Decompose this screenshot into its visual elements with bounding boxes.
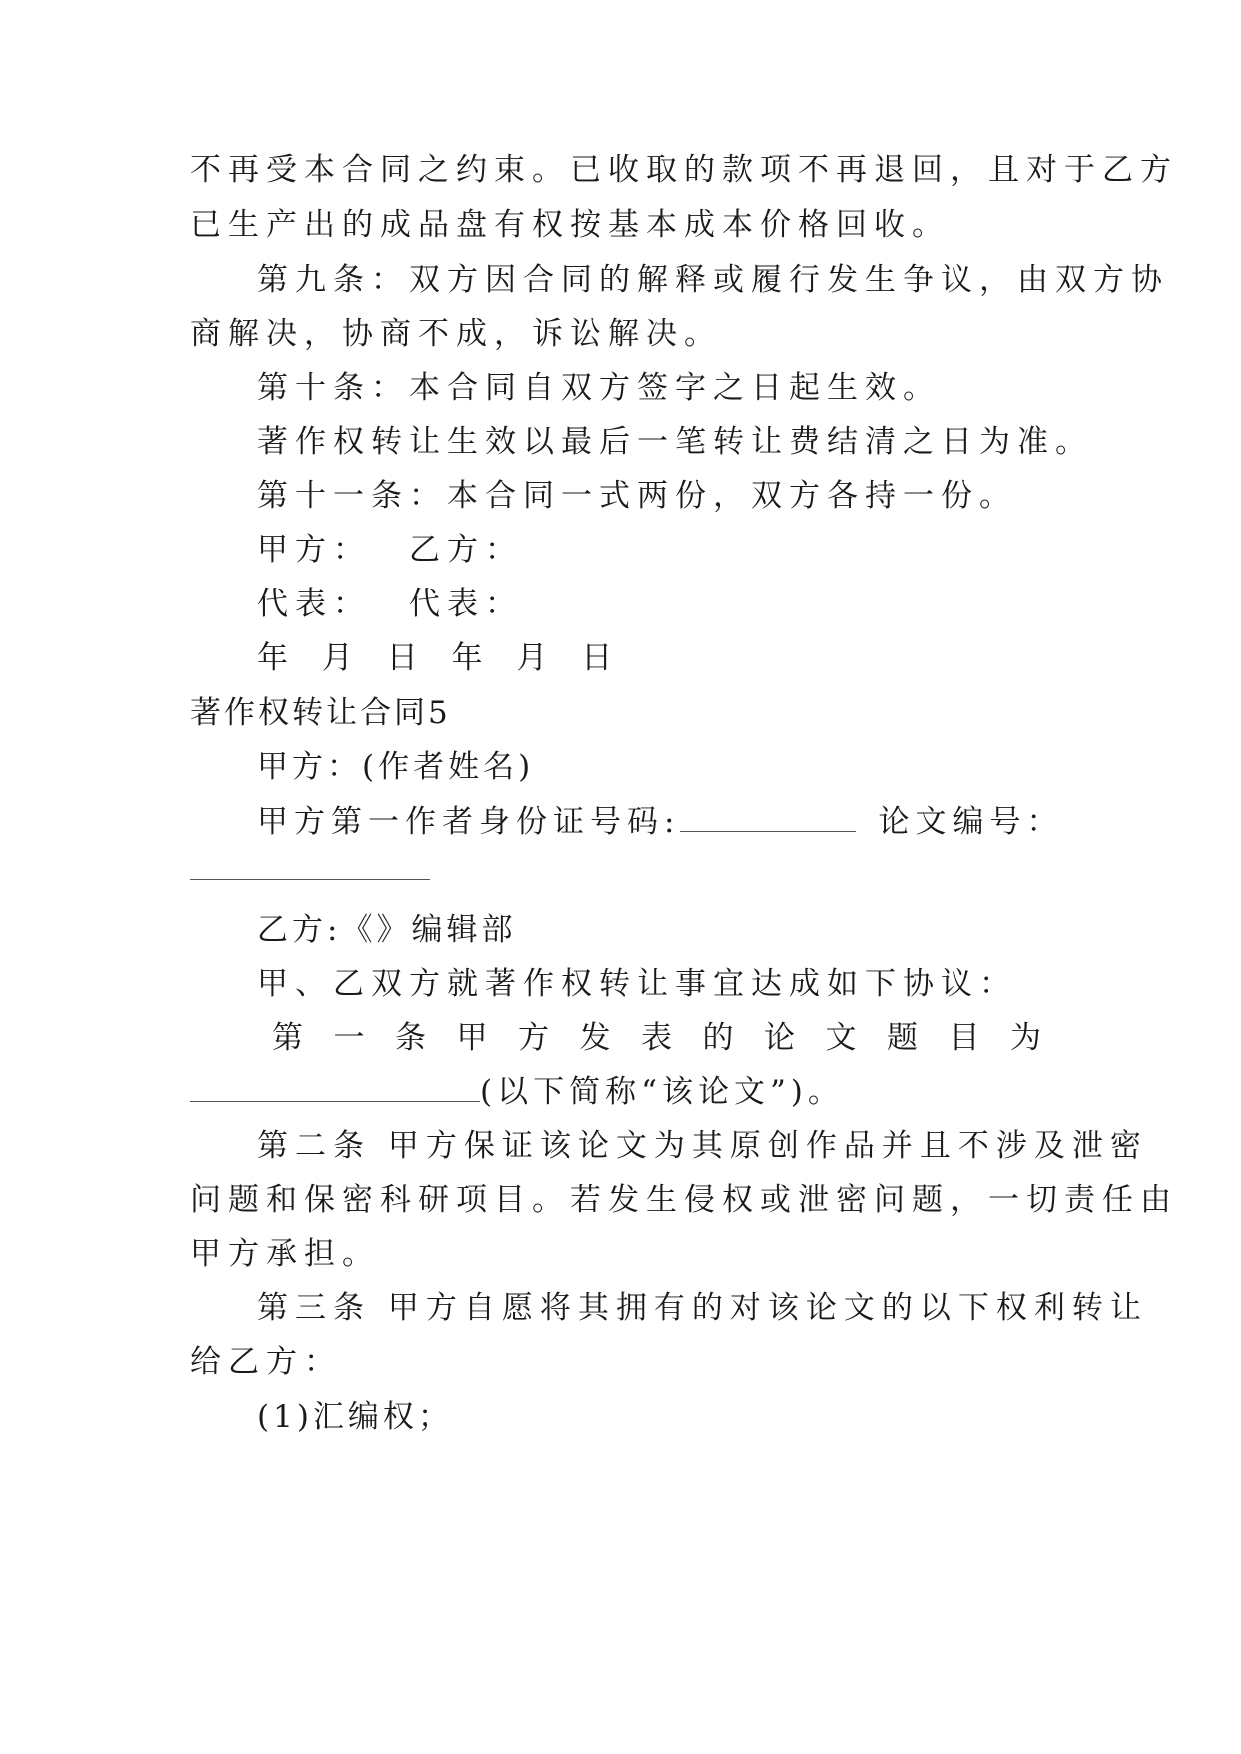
- article-9-line: 第九条：双方因合同的解释或履行发生争议，由双方协: [257, 262, 1169, 298]
- text-line: 不再受本合同之约束。已收取的款项不再退回，且对于乙方: [190, 152, 1178, 188]
- text-line: 著作权转让生效以最后一笔转让费结清之日为准。: [257, 424, 1093, 460]
- article-1-line: 第 一 条 甲 方 发 表 的 论 文 题 目 为: [272, 1020, 1047, 1056]
- article-10-line: 第十条：本合同自双方签字之日起生效。: [257, 370, 941, 406]
- right-item-1: (1)汇编权；: [257, 1399, 453, 1435]
- article-11-line: 第十一条：本合同一式两份，双方各持一份。: [257, 478, 1017, 514]
- agreement-intro-line: 甲、乙双方就著作权转让事宜达成如下协议：: [257, 966, 1017, 1002]
- text-line: 商解决，协商不成，诉讼解决。: [190, 316, 722, 352]
- party-b-label: 乙方：: [409, 532, 523, 568]
- contract-title: 著作权转让合同5: [190, 695, 451, 731]
- paper-number-blank: [190, 857, 430, 880]
- party-a-label: 甲方：: [257, 532, 371, 568]
- representative-line: [257, 584, 1057, 624]
- text-line: 已生产出的成品盘有权按基本成本价格回收。: [190, 207, 950, 243]
- text-line: 甲方承担。: [190, 1236, 380, 1272]
- representative-b-label: 代表：: [409, 586, 523, 622]
- text-line: 给乙方：: [190, 1344, 342, 1380]
- text-line: 问题和保密科研项目。若发生侵权或泄密问题，一切责任由: [190, 1182, 1178, 1218]
- party-a-name-line: 甲方：(作者姓名): [257, 749, 535, 785]
- id-number-line: [257, 802, 1064, 842]
- article-3-line: 第三条 甲方自愿将其拥有的对该论文的以下权利转让: [257, 1290, 1148, 1326]
- party-b-name-line: 乙方:《》编辑部: [257, 912, 517, 948]
- id-number-blank: [680, 809, 856, 832]
- article-2-line: 第二条 甲方保证该论文为其原创作品并且不涉及泄密: [257, 1128, 1148, 1164]
- party-signature-line: [257, 530, 1057, 570]
- paper-number-label: 论文编号：: [878, 804, 1064, 840]
- date-line: 年 月 日 年 月 日: [257, 640, 620, 676]
- id-number-label: 甲方第一作者身份证号码:: [257, 804, 681, 840]
- paper-title-line: [190, 1072, 1050, 1112]
- paper-title-blank: [190, 1079, 480, 1102]
- paper-number-blank-line: [190, 850, 1050, 890]
- paper-title-note: (以下简称“该论文”)。: [480, 1074, 844, 1110]
- representative-a-label: 代表：: [257, 586, 371, 622]
